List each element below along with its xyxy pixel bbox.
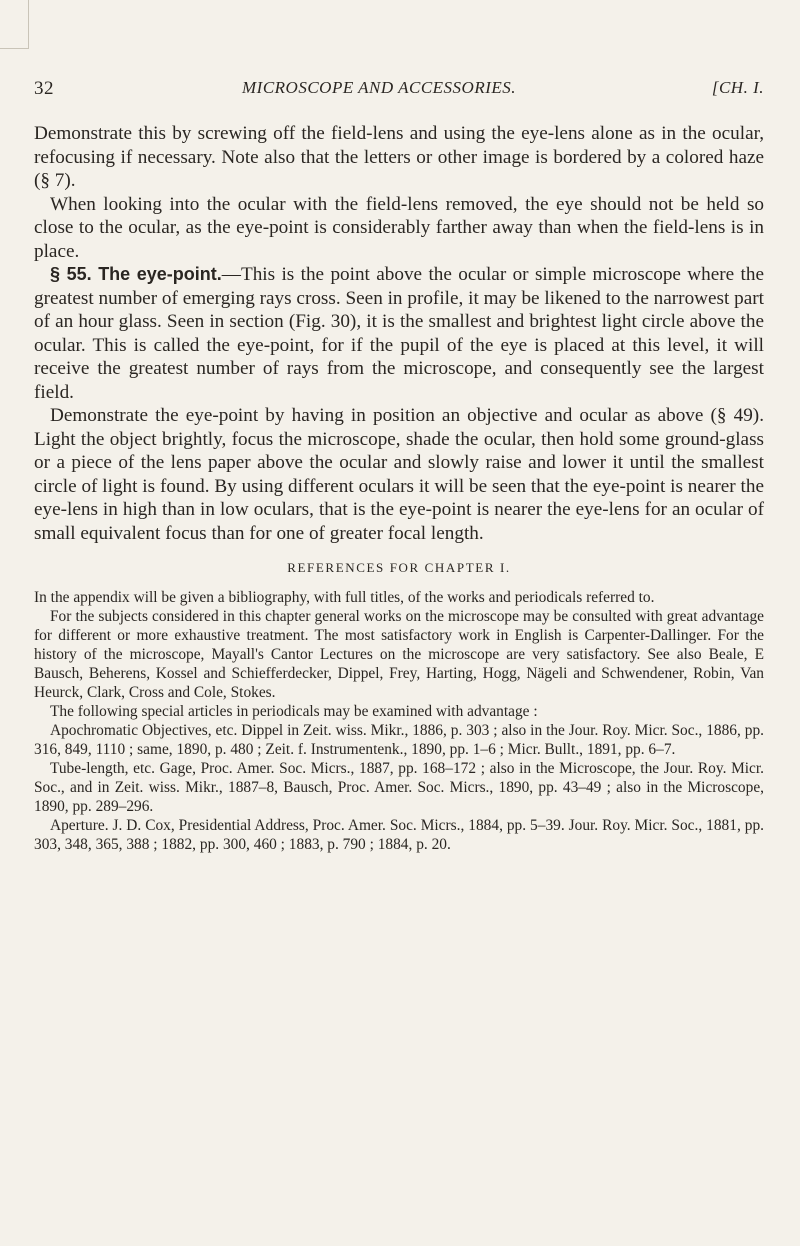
section-text: —This is the point above the ocular or simple microscope where the greatest number of emerging rays cross. Seen in profile, it may be likened to the narrowest part of an hour glass. Seen in section (Fig. 30), it is the smallest and brightest light circle above the ocular. This is called the eye-point, for if the pupil of the eye is placed at this level, it will receive the greatest number of rays from the microscope, and consequently see the largest field.	[34, 264, 764, 403]
page-edge-mark	[0, 0, 29, 49]
page-number: 32	[34, 78, 54, 99]
paragraph: Demonstrate this by screwing off the field-lens and using the eye-lens alone as in the ocular, refocusing if necessary. Note also that the letters or other image is bordered by a colored haze (§ 7).	[34, 123, 764, 191]
reference-paragraph: Tube-length, etc. Gage, Proc. Amer. Soc. Micrs., 1887, pp. 168–172 ; also in the Microscope, the Jour. Roy. Micr. Soc., and in Zeit. wiss. Mikr., 1887–8, Bausch, Proc. Amer. Soc. Micrs., 1890, pp. 43–49 ; also in the Microscope, 1890, pp. 289–296.	[34, 760, 764, 815]
book-page	[34, 78, 764, 854]
running-head	[34, 78, 764, 102]
reference-paragraph: Apochromatic Objectives, etc. Dippel in Zeit. wiss. Mikr., 1886, p. 303 ; also in the Jour. Roy. Micr. Soc., 1886, pp. 316, 849, 1110 ; same, 1890, p. 480 ; Zeit. f. Instrumentenk., 1890, pp. 1–6 ; Micr. Bullt., 1891, pp. 6–7.	[34, 722, 764, 758]
references-heading: REFERENCES FOR CHAPTER I.	[287, 560, 511, 575]
running-title: MICROSCOPE AND ACCESSORIES.	[242, 78, 516, 97]
paragraph-eye-point	[34, 263, 764, 404]
chapter-label: [CH. I.	[711, 78, 764, 97]
references-list	[34, 588, 764, 854]
section-heading: § 55. The eye-point.	[50, 264, 222, 284]
reference-paragraph: For the subjects considered in this chapter general works on the microscope may be consulted with great advantage for different or more exhaustive treatment. The most satisfactory work in English is Carpenter-Dallinger. For the history of the microscope, Mayall's Cantor Lectures on the microscope are very satisfactory. See also Beale, E Bausch, Beherens, Kossel and Schiefferdecker, Dippel, Frey, Harting, Hogg, Nägeli and Schwendener, Robin, Van Heurck, Clark, Cross and Cole, Stokes.	[34, 608, 764, 701]
reference-paragraph: The following special articles in periodicals may be examined with advantage :	[50, 703, 538, 720]
paragraph: Demonstrate the eye-point by having in position an objective and ocular as above (§ 49). Light the object brightly, focus the microscope, shade the ocular, then hold some ground-glass or a piece of the lens paper above the ocular and slowly raise and lower it until the smallest circle of light is found. By using different oculars it will be seen that the eye-point is nearer the eye-lens in high than in low oculars, that is the eye-point is nearer the eye-lens for an ocular of small equivalent focus than for one of greater focal length.	[34, 405, 764, 544]
reference-paragraph: In the appendix will be given a bibliography, with full titles, of the works and periodicals referred to.	[34, 589, 655, 606]
body-text	[34, 122, 764, 545]
reference-paragraph: Aperture. J. D. Cox, Presidential Address, Proc. Amer. Soc. Micrs., 1884, pp. 5–39. Jour. Roy. Micr. Soc., 1881, pp. 303, 348, 365, 388 ; 1882, pp. 300, 460 ; 1883, p. 790 ; 1884, p. 20.	[34, 817, 764, 853]
paragraph: When looking into the ocular with the field-lens removed, the eye should not be held so close to the ocular, as the eye-point is considerably farther away than when the field-lens is in place.	[34, 193, 764, 262]
